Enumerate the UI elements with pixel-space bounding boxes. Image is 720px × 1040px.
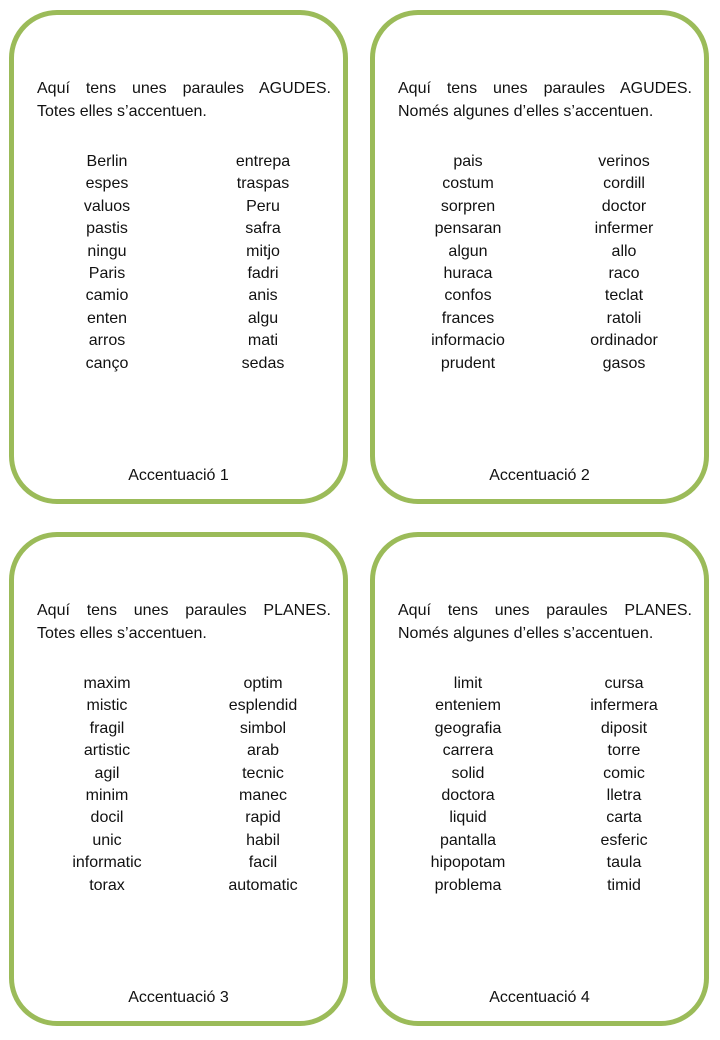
word-item: fragil <box>89 719 125 737</box>
word-item: facil <box>248 854 278 872</box>
word-item: frances <box>441 309 495 327</box>
word-item: confos <box>444 287 492 305</box>
word-list-right <box>188 151 338 375</box>
word-item: diposit <box>600 719 648 737</box>
word-item: solid <box>451 764 485 782</box>
word-item: geografia <box>434 719 502 737</box>
card-title: Accentuació 2 <box>489 467 590 484</box>
word-item: docil <box>90 809 124 827</box>
word-item: manec <box>238 787 288 805</box>
word-item: liquid <box>449 809 487 827</box>
word-item: infermer <box>594 220 654 238</box>
word-item: mitjo <box>246 242 280 260</box>
word-item: arros <box>88 332 126 350</box>
word-item: informacio <box>431 332 505 350</box>
card-intro <box>398 77 692 123</box>
word-item: ordinador <box>590 332 658 350</box>
word-item: ratoli <box>606 309 642 327</box>
word-list-right <box>549 673 699 897</box>
word-item: doctor <box>601 197 647 215</box>
card-accentuacio-2 <box>370 10 709 504</box>
word-list-left <box>393 151 543 375</box>
word-item: torre <box>607 742 641 760</box>
word-item: verinos <box>598 153 650 170</box>
word-item: limit <box>453 675 483 692</box>
word-item: comic <box>603 764 645 782</box>
word-item: carrera <box>442 742 494 760</box>
intro-line-1: Aquí tens unes paraules AGUDES. <box>398 80 692 97</box>
word-item: artistic <box>83 742 131 760</box>
word-item: Peru <box>246 197 280 215</box>
intro-line-2: Totes elles s’accentuen. <box>37 103 207 120</box>
card-accentuacio-4 <box>370 532 709 1026</box>
word-item: taula <box>606 854 642 872</box>
word-item: cursa <box>604 675 644 692</box>
word-item: problema <box>434 876 502 894</box>
intro-line-1: Aquí tens unes paraules PLANES. <box>398 602 692 619</box>
word-item: unic <box>92 831 122 849</box>
word-item: gasos <box>602 354 646 372</box>
card-accentuacio-3 <box>9 532 348 1026</box>
word-item: lletra <box>606 787 642 805</box>
word-item: informatic <box>72 854 142 872</box>
word-item: valuos <box>83 197 131 215</box>
intro-line-2: Només algunes d’elles s’accentuen. <box>398 625 654 642</box>
card-title: Accentuació 1 <box>128 467 229 484</box>
word-item: rapid <box>245 809 281 827</box>
word-item: pastis <box>86 220 128 238</box>
card-title: Accentuació 3 <box>128 989 229 1006</box>
word-item: esplendid <box>228 697 298 715</box>
intro-line-2: Només algunes d’elles s’accentuen. <box>398 103 654 120</box>
word-item: automatic <box>228 876 298 894</box>
word-item: agil <box>94 764 120 782</box>
card-intro <box>398 599 692 645</box>
word-item: algun <box>448 242 488 260</box>
word-item: arab <box>246 742 280 760</box>
word-item: Berlin <box>86 153 128 170</box>
card-intro <box>37 77 331 123</box>
word-item: entrepa <box>235 153 291 170</box>
word-item: mati <box>247 332 279 350</box>
word-item: algu <box>247 309 279 327</box>
word-item: habil <box>246 831 280 849</box>
word-item: optim <box>243 675 283 692</box>
word-item: timid <box>607 876 641 894</box>
card-intro <box>37 599 331 645</box>
word-item: enteniem <box>435 697 501 715</box>
word-item: safra <box>245 220 281 238</box>
word-item: canço <box>85 354 129 372</box>
word-item: Paris <box>88 265 126 283</box>
word-item: raco <box>608 265 640 283</box>
word-item: infermera <box>590 697 658 715</box>
word-item: pensaran <box>434 220 502 238</box>
word-item: allo <box>611 242 637 260</box>
card-title: Accentuació 4 <box>489 989 590 1006</box>
word-item: pantalla <box>439 831 497 849</box>
word-item: carta <box>606 809 642 827</box>
word-item: hipopotam <box>430 854 506 872</box>
word-item: espes <box>85 175 129 193</box>
word-list-left <box>32 151 182 375</box>
word-item: huraca <box>443 265 493 283</box>
word-list-left <box>393 673 543 897</box>
word-item: sorpren <box>440 197 496 215</box>
word-item: teclat <box>604 287 644 305</box>
word-item: doctora <box>441 787 495 805</box>
word-item: minim <box>85 787 129 805</box>
word-item: anis <box>248 287 278 305</box>
word-item: prudent <box>440 354 496 372</box>
word-item: esferic <box>600 831 648 849</box>
word-item: sedas <box>241 354 285 372</box>
word-list-left <box>32 673 182 897</box>
word-item: torax <box>89 876 125 894</box>
word-item: fadri <box>247 265 279 283</box>
word-item: tecnic <box>242 764 284 782</box>
word-item: costum <box>442 175 494 193</box>
word-item: ningu <box>87 242 127 260</box>
word-item: pais <box>453 153 483 170</box>
word-item: maxim <box>83 675 131 692</box>
card-accentuacio-1 <box>9 10 348 504</box>
word-item: camio <box>85 287 129 305</box>
word-item: mistic <box>86 697 128 715</box>
word-list-right <box>188 673 338 897</box>
word-item: traspas <box>236 175 290 193</box>
word-item: simbol <box>239 719 287 737</box>
intro-line-1: Aquí tens unes paraules AGUDES. <box>37 80 331 97</box>
intro-line-1: Aquí tens unes paraules PLANES. <box>37 602 331 619</box>
intro-line-2: Totes elles s’accentuen. <box>37 625 207 642</box>
word-item: enten <box>86 309 128 327</box>
word-item: cordill <box>603 175 645 193</box>
word-list-right <box>549 151 699 375</box>
